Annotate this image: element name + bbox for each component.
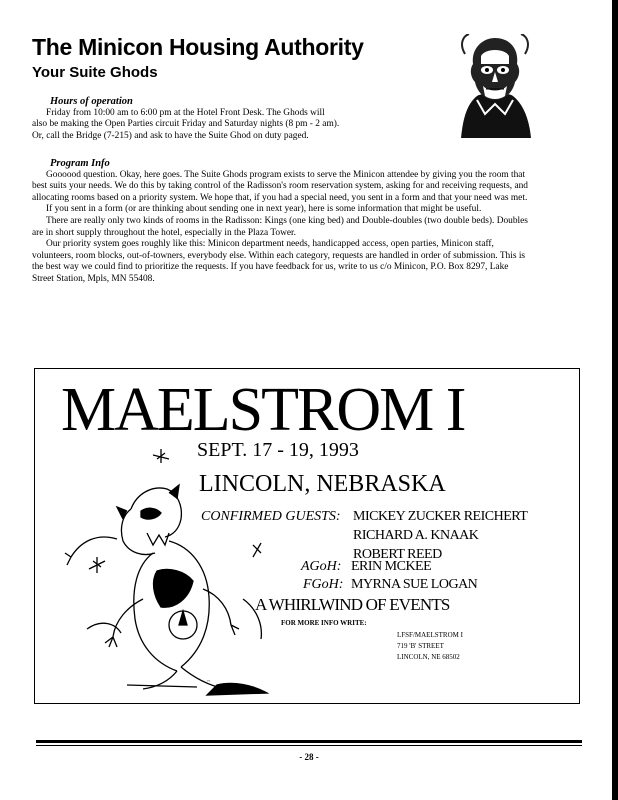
hours-heading: Hours of operation	[50, 96, 133, 107]
ad-address-line: LINCOLN, NE 68502	[397, 653, 460, 661]
ad-more-info: FOR MORE INFO WRITE:	[281, 619, 367, 627]
hours-line-1: Friday from 10:00 am to 6:00 pm at the Hotel Front Desk. The Ghods will	[46, 107, 325, 118]
footer-rule-thin	[36, 745, 582, 746]
ad-address-line: LFSF/MAELSTROM I	[397, 631, 463, 639]
ad-agoh-label: AGoH:	[301, 559, 342, 574]
footer-rule-thick	[36, 740, 582, 743]
program-paragraph: Goooood question. Okay, here goes. The Suite Ghods program exists to serve the Minicon attendee by giving you the room that best suits your needs. We do this by taking control of the Radisson's room reservation system, asking for and receiving requests, and allocating rooms based on a priority system. We hope that, if you had a special need, you sent in a form and that your need was met.	[32, 169, 528, 203]
maelstrom-advertisement	[34, 368, 580, 704]
program-heading: Program Info	[50, 158, 110, 169]
ad-guests-label: CONFIRMED GUESTS:	[201, 509, 341, 524]
hours-line-2: also be making the Open Parties circuit Friday and Saturday nights (8 pm - 2 am).	[32, 119, 340, 130]
ad-agoh-name: ERIN MCKEE	[351, 559, 432, 574]
program-paragraph: If you sent in a form (or are thinking about sending one in next year), here is some information that might be useful.	[46, 204, 482, 215]
ad-date: SEPT. 17 - 19, 1993	[197, 439, 359, 461]
program-section	[32, 158, 532, 286]
scan-edge-border	[612, 0, 618, 800]
program-paragraph: Our priority system goes roughly like this: Minicon department needs, handicapped access, open parties, Minicon staff, volunteers, room blocks, out-of-towners, everybody else. Within each category, requests are handled in order of submission. This is the best way we could find to prioritize the requests. If you have feedback for us, write to us c/o Minicon, P.O. Box 8297, Lake Street Station, Mpls, MN 55408.	[32, 239, 526, 284]
program-paragraph: There are really only two kinds of rooms in the Radisson: Kings (one king bed) and Double-doubles (two double beds). Doubles are in short supply throughout the hotel, especially in the Plaza Tower.	[32, 215, 528, 238]
hours-section	[32, 96, 532, 142]
ad-guest: MICKEY ZUCKER REICHERT	[353, 509, 528, 524]
ad-address-line: 719 'B' STREET	[397, 642, 444, 650]
hours-line-3: Or, call the Bridge (7-215) and ask to have the Suite Ghod on duty paged.	[32, 130, 309, 141]
ad-fgoh-label: FGoH:	[303, 577, 344, 592]
page-number: - 28 -	[299, 752, 319, 762]
ad-guest: ROBERT REED	[353, 547, 442, 562]
ad-tagline: A WHIRLWIND OF EVENTS	[255, 595, 450, 614]
badger-creature-illustration	[57, 449, 293, 699]
svg-text:~: ~	[207, 679, 211, 685]
page-title: The Minicon Housing Authority	[32, 34, 364, 60]
ad-location: LINCOLN, NEBRASKA	[199, 471, 446, 497]
ad-guest: RICHARD A. KNAAK	[353, 528, 479, 543]
ad-title: MAELSTROM I	[61, 376, 465, 444]
ad-fgoh-name: MYRNA SUE LOGAN	[351, 577, 478, 592]
page-subtitle: Your Suite Ghods	[32, 64, 158, 81]
